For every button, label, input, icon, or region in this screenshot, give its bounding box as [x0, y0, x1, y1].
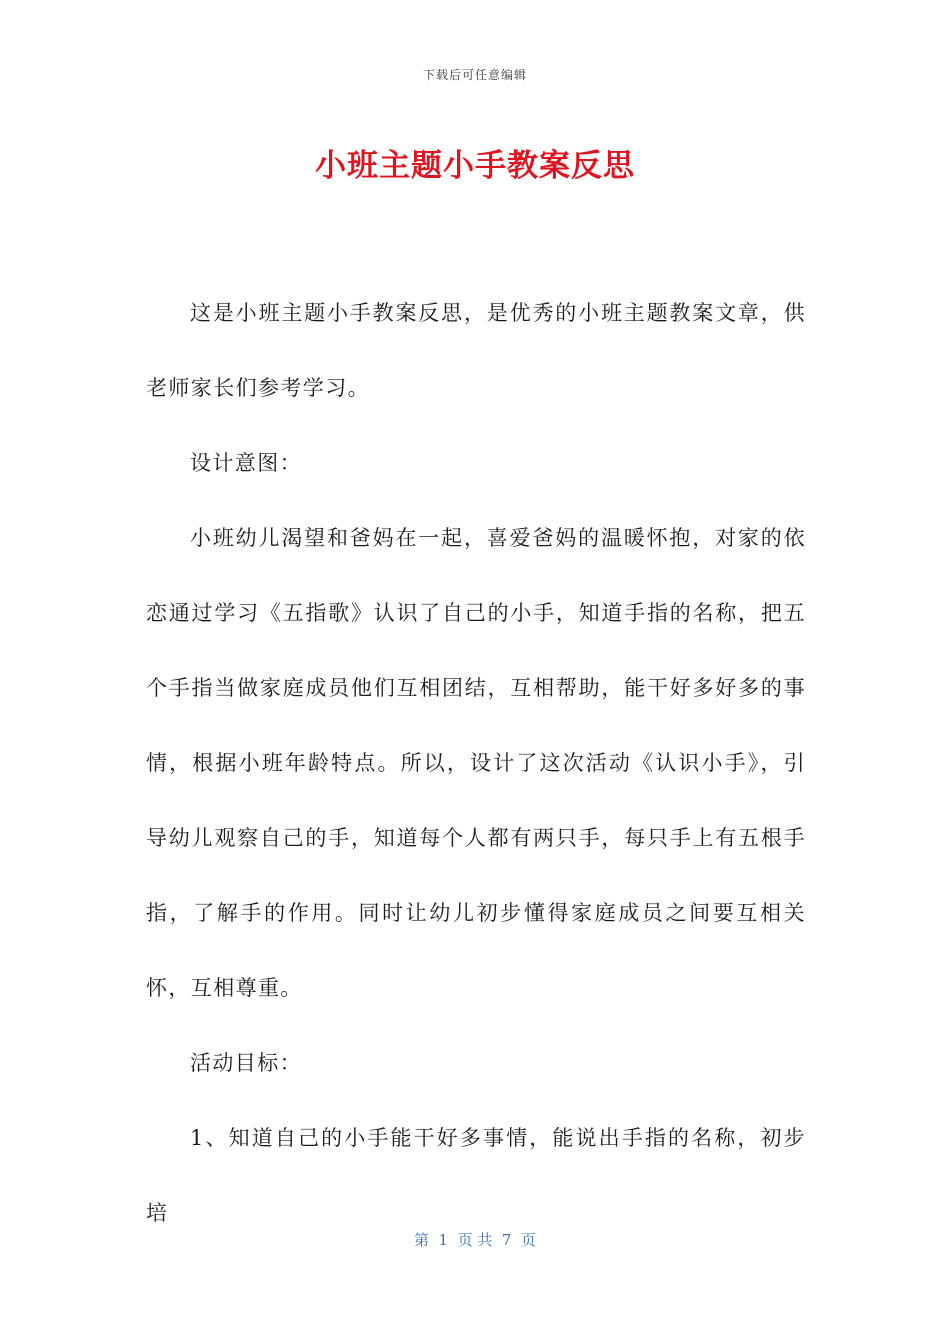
document-body [146, 276, 806, 1251]
page-number-footer: 第 1 页 共 7 页 [414, 1231, 536, 1249]
paragraph-activity-goals-heading: 活动目标： [190, 1051, 302, 1075]
paragraph-intro: 这是小班主题小手教案反思，是优秀的小班主题教案文章，供老师家长们参考学习。 [146, 301, 806, 400]
document-title: 小班主题小手教案反思 [315, 148, 635, 184]
paragraph-design-intent: 小班幼儿渴望和爸妈在一起，喜爱爸妈的温暖怀抱，对家的依恋通过学习《五指歌》认识了自己的小手，知道手指的名称，把五个手指当做家庭成员他们互相团结，互相帮助，能干好多好多的事情，根据小班年龄特点。所以，设计了这次活动《认识小手》，引导幼儿观察自己的手，知道每个人都有两只手，每只手上有五根手指，了解手的作用。同时让幼儿初步懂得家庭成员之间要互相关怀，互相尊重。 [146, 526, 806, 1000]
page-header-note: 下载后可任意编辑 [422, 68, 527, 82]
paragraph-goal-1: 1、知道自己的小手能干好多事情，能说出手指的名称，初步培 [146, 1126, 806, 1225]
paragraph-design-intent-heading: 设计意图： [190, 451, 302, 475]
